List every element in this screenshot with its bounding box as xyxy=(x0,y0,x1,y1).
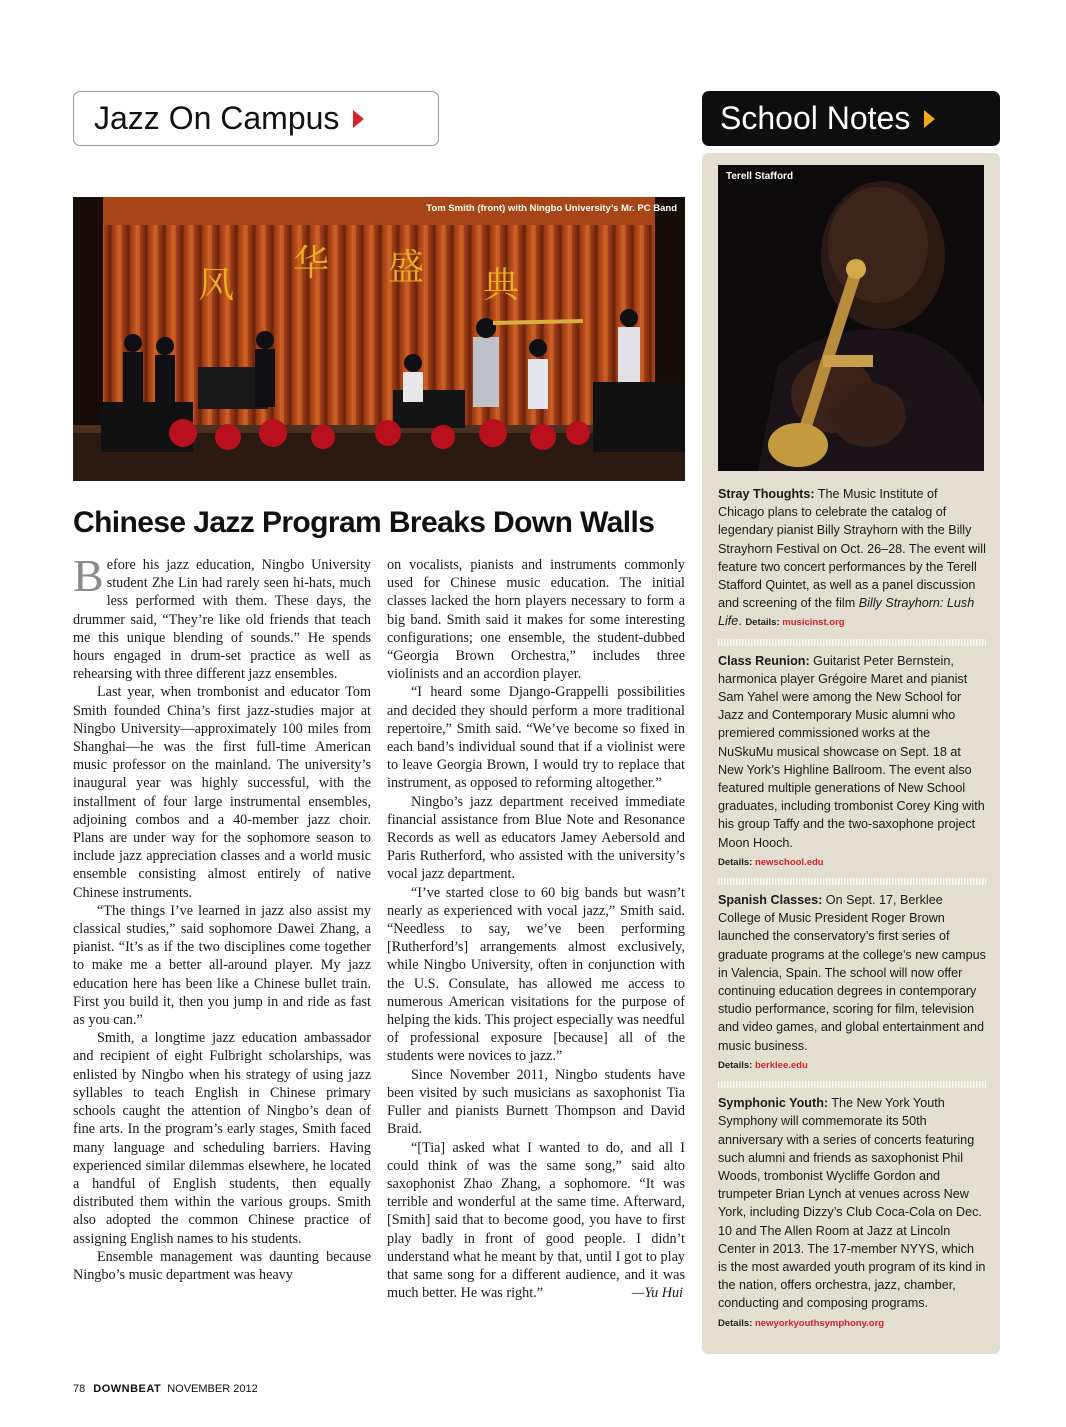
photo-caption: Tom Smith (front) with Ningbo University’s Mr. PC Band xyxy=(426,203,677,214)
note-lead: Stray Thoughts: xyxy=(718,487,815,501)
article-column-2 xyxy=(387,556,685,1302)
dotted-divider xyxy=(718,878,986,885)
article-paragraph: “The things I’ve learned in jazz also assist my classical studies,” said sophomore Dawei Zhang, a pianist. “It’s as if the two disciplines come together to make me a better all-around player. My jazz education here has been like a Chinese bullet train. First you build it, then you jump in and ride as fast as you can.” xyxy=(73,902,371,1029)
article-paragraph: “[Tia] asked what I wanted to do, and all I could think of was the same song,” said alto saxophonist Zhao Zhang, a sophomore. “It was terrible and wonderful at the same time. Afterward, [Smith] said that to become good, you have to first play badly in front of good people. I didn’t understand what he meant by that, until I got to play that same song for a different audience, and it was much better. He was right.” —Yu Hui xyxy=(387,1139,685,1302)
terell-stafford-photo xyxy=(718,165,984,471)
note-details: Details: newyorkyouthsymphony.org xyxy=(718,1317,885,1329)
school-note-item: Stray Thoughts: The Music Institute of Chicago plans to celebrate the catalog of legendary pianist Billy Strayhorn with the Billy Strayhorn Festival on Oct. 26–28. The event will feature two concert performances by the Terell Stafford Quintet, as well as a panel discussion and screening of the film Billy Strayhorn: Lush Life. Details: musicinst.org xyxy=(718,487,986,629)
school-note-item: Spanish Classes: On Sept. 17, Berklee College of Music President Roger Brown launched the conservatory’s first series of graduate programs at the college’s new campus in Valencia, Spain. The school will now offer continuing education degrees in contemporary studio performance, scoring for film, television and video games, and global entertainment and music business. Details: berklee.edu xyxy=(718,893,986,1071)
drop-cap: B xyxy=(73,550,104,601)
note-link[interactable]: berklee.edu xyxy=(754,1059,808,1071)
page-number: 78 xyxy=(73,1383,86,1395)
svg-text:风: 风 xyxy=(198,265,235,306)
article-paragraph: on vocalists, pianists and instruments commonly used for Chinese music education. The initial classes lacked the horn players necessary to form a big band. Smith said it makes for some interesting configurations; one ensemble, the student-dubbed “Georgia Brown Orchestra,” includes three violinists and an accordion player. xyxy=(387,557,685,683)
page-footer xyxy=(73,1383,258,1395)
section-header-label: School Notes xyxy=(720,100,911,136)
svg-text:典: 典 xyxy=(483,265,520,306)
sidebar-photo-caption: Terell Stafford xyxy=(726,171,794,182)
note-details: Details: newschool.edu xyxy=(718,856,824,868)
section-header-label: Jazz On Campus xyxy=(94,100,340,136)
note-lead: Class Reunion: xyxy=(718,653,810,668)
article-paragraph: Smith, a longtime jazz education ambassador and recipient of eight Fulbright scholarships, was enlisted by Ningbo when his strategy of using jazz syllables to teach English in Chinese primary schools caught the attention of Ningbo’s dean of fine arts. In the program’s early stages, Smith faced many language and scheduling barriers. Having experienced similar dilemmas elsewhere, he located a handful of English students, then equally distributed them within the various groups. Smith also adopted the common Chinese practice of assigning English names to his students. xyxy=(73,1030,371,1247)
article-paragraph: Since November 2011, Ningbo students have been visited by such musicians as saxophonist Tia Fuller and pianists Burnett Thompson and David Braid. xyxy=(387,1066,685,1138)
stage-illustration xyxy=(73,197,685,481)
section-header-school-notes xyxy=(702,91,1000,146)
svg-text:华: 华 xyxy=(293,243,330,284)
issue-date: NOVEMBER 2012 xyxy=(167,1383,258,1395)
arrow-right-icon xyxy=(353,110,364,128)
article-paragraph: Ningbo’s jazz department received immediate financial assistance from Blue Note and Resonance Records as well as educators Jamey Aebersold and Paris Rutherford, who assisted with the university’s vocal jazz department. xyxy=(387,793,685,883)
note-link[interactable]: newyorkyouthsymphony.org xyxy=(754,1317,885,1329)
article-paragraph: “I heard some Django-Grappelli possibilities and decided they should perform a more traditional repertoire,” Smith said. “We’ve become so fixed in each band’s individual sound that if a violinist were to leave Georgia Brown, I would try to replace that instrument, as opposed to reforming altogether.” xyxy=(387,684,685,792)
dotted-divider xyxy=(718,639,986,646)
band-photo xyxy=(73,197,685,481)
dotted-divider xyxy=(718,1081,986,1088)
school-note-item: Symphonic Youth: The New York Youth Symphony will commemorate its 50th anniversary with a series of concerts featuring such alumni and friends as saxophonist Phil Woods, trombonist Wycliffe Gordon and trumpeter Brian Lynch at venues across New York, including Dizzy’s Club Coca-Cola on Dec. 10 and The Allen Room at Jazz at Lincoln Center in 2013. The 17-member NYYS, which is the most awarded youth program of its kind in the nation, offers orchestra, jazz, chamber, conducting and composing programs. Details: newyorkyouthsymphony.org xyxy=(718,1096,986,1329)
article-paragraph: Before his jazz education, Ningbo University student Zhe Lin had rarely seen hi-hats, much less performed with them. These days, the drummer said, “They’re like old friends that teach me this unique blending of sounds.” He spends hours engaged in drum-set practice as well as rehearsing with three different jazz ensembles. xyxy=(73,550,371,683)
byline: —Yu Hui xyxy=(631,1285,683,1302)
article-headline: Chinese Jazz Program Breaks Down Walls xyxy=(73,506,655,539)
article-paragraph: Last year, when trombonist and educator Tom Smith founded China’s first jazz-studies major at Ningbo University—approximately 100 miles from Shanghai—he was the first full-time American music professor on the mainland. The university’s inaugural year was highly successful, with the installment of four large instrumental ensembles, adjoining combos and a 40-member jazz choir. Plans are under way for the sophomore season to include jazz appreciation classes and a world music ensemble consisting almost entirely of native Chinese instruments. xyxy=(73,684,371,901)
note-details: Details: berklee.edu xyxy=(718,1059,808,1071)
school-notes-list xyxy=(718,485,986,1333)
magazine-brand: DOWNBEAT xyxy=(93,1383,162,1395)
article-paragraph: Ensemble management was daunting because Ningbo’s music department was heavy xyxy=(73,1248,371,1283)
article-column-1 xyxy=(73,550,371,1284)
note-details: Details: musicinst.org xyxy=(745,617,845,629)
section-header-jazz-on-campus xyxy=(73,91,439,146)
svg-text:盛: 盛 xyxy=(388,247,425,288)
note-lead: Spanish Classes: xyxy=(718,893,823,908)
article-paragraph: “I’ve started close to 60 big bands but wasn’t nearly as experienced with vocal jazz,” Smith said. “Needless to say, we’ve been performing [Rutherford’s] arrangements almost exclusively, while Ningbo University, often in conjunction with the U.S. Consulate, has allowed me access to numerous American visitations for the purpose of helping the kids. This project especially was needful of professional exposure [because] all of the students were novices to jazz.” xyxy=(387,884,685,1065)
arrow-right-icon xyxy=(924,110,935,128)
note-link[interactable]: newschool.edu xyxy=(754,856,824,868)
trumpet-player-illustration xyxy=(718,165,984,471)
school-note-item: Class Reunion: Guitarist Peter Bernstein, harmonica player Grégoire Maret and pianist Sam Yahel were among the New School for Jazz and Contemporary Music alumni who premiered commissioned works at the NuSkuMu musical showcase on Sept. 18 at New York’s Highline Ballroom. The event also featured multiple generations of New School graduates, including trombonist Corey King with his group Taffy and the two-saxophone project Moon Hooch. Details: newschool.edu xyxy=(718,653,985,868)
note-link[interactable]: musicinst.org xyxy=(782,617,845,629)
note-lead: Symphonic Youth: xyxy=(718,1096,829,1111)
